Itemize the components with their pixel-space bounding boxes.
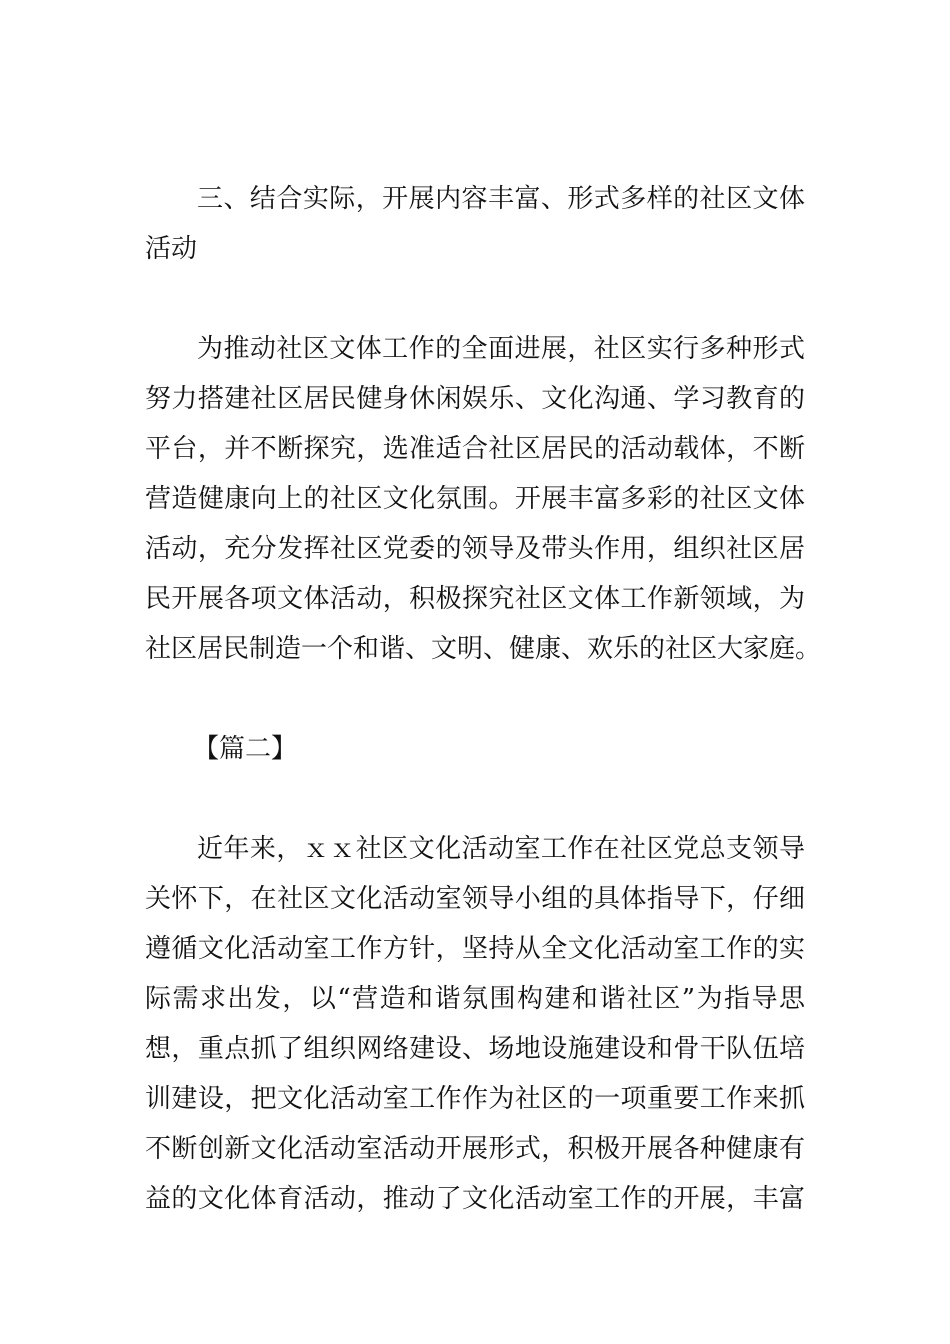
paragraph-line: 努力搭建社区居民健身休闲娱乐、文化沟通、学习教育的 — [145, 384, 805, 414]
paragraph-line: 益的文化体育活动，推动了文化活动室工作的开展，丰富 — [145, 1184, 805, 1214]
section-heading — [145, 174, 805, 274]
paragraph-line: 活动，充分发挥社区党委的领导及带头作用，组织社区居 — [145, 534, 805, 564]
heading-line: 三、结合实际，开展内容丰富、形式多样的社区文体 — [197, 184, 805, 214]
paragraph-line: 民开展各项文体活动，积极探究社区文体工作新领域，为 — [145, 584, 805, 614]
body-paragraph — [145, 324, 822, 674]
section-title — [193, 724, 853, 774]
paragraph-line: 不断创新文化活动室活动开展形式，积极开展各种健康有 — [145, 1134, 805, 1164]
paragraph-line: 关怀下，在社区文化活动室领导小组的具体指导下，仔细 — [145, 884, 805, 914]
paragraph-line: 社区居民制造一个和谐、文明、健康、欢乐的社区大家庭。 — [145, 634, 822, 664]
paragraph-line: 际需求出发，以“营造和谐氛围构建和谐社区”为指导思 — [145, 984, 805, 1014]
body-paragraph — [145, 824, 805, 1224]
paragraph-line: 营造健康向上的社区文化氛围。开展丰富多彩的社区文体 — [145, 484, 805, 514]
paragraph-line: 为推动社区文体工作的全面进展，社区实行多种形式 — [197, 334, 805, 364]
section-title-text: 【篇二】 — [193, 734, 298, 764]
paragraph-line: 平台，并不断探究，选准适合社区居民的活动载体，不断 — [145, 434, 805, 464]
heading-line: 活动 — [145, 234, 198, 264]
paragraph-line: 想，重点抓了组织网络建设、场地设施建设和骨干队伍培 — [145, 1034, 805, 1064]
paragraph-line: 训建设，把文化活动室工作作为社区的一项重要工作来抓 — [145, 1084, 805, 1114]
paragraph-line: 近年来，ｘｘ社区文化活动室工作在社区党总支领导 — [197, 834, 805, 864]
paragraph-line: 遵循文化活动室工作方针，坚持从全文化活动室工作的实 — [145, 934, 805, 964]
